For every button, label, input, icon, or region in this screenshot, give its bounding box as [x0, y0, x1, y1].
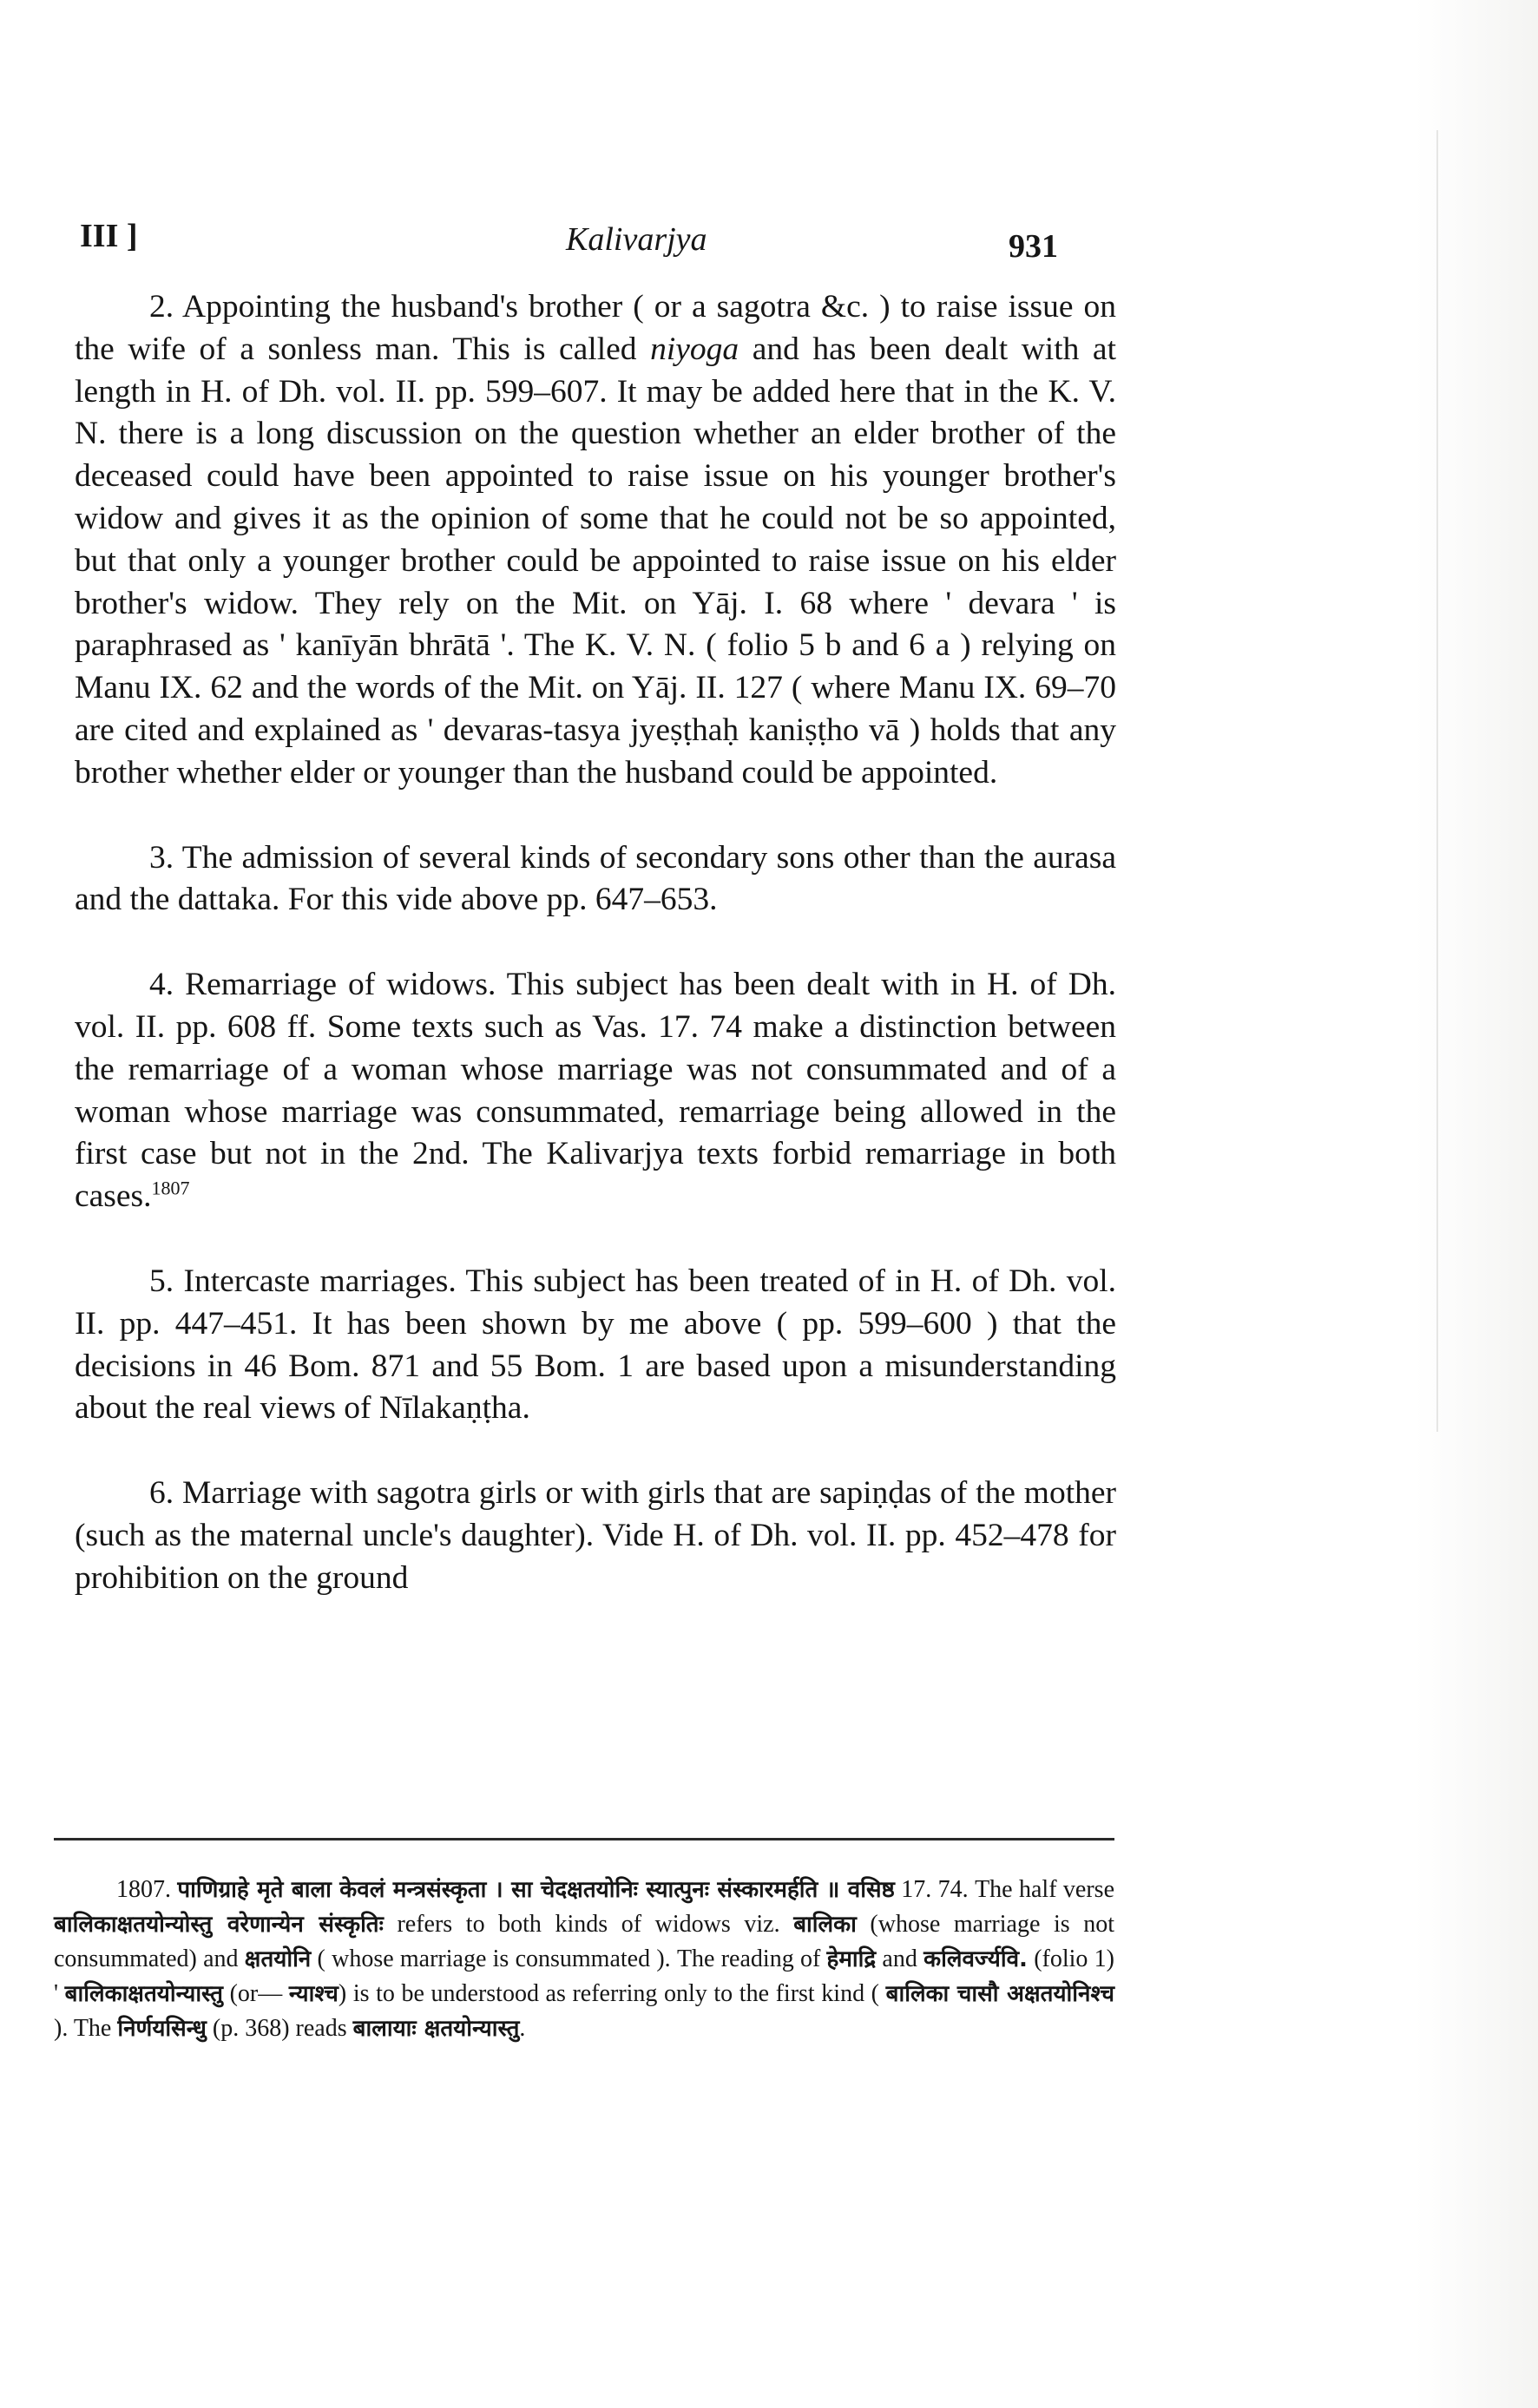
- devanagari-text: हेमाद्रि: [826, 1946, 877, 1972]
- paragraph-text: and has been dealt with at length in H. of Dh. vol. II. pp. 599–607. It may be added here that in the K. V. N. there is a long discussion on the question whether an elder brother of the deceased could have been appointed to raise issue on his younger brother's widow and gives it as the opinion of some that he could not be so appointed, but that only a younger brother could be appointed to raise issue on his elder brother's widow. They rely on the Mit. on Yāj. I. 68 where ' devara ' is paraphrased as ' kanīyān bhrātā '. The K. V. N. ( folio 5 b and 6 a ) relying on Manu IX. 62 and the words of the Mit. on Yāj. II. 127 ( where Manu IX. 69–70 are cited and explained as ' devaras-tasya jyeṣṭhaḥ kaniṣṭho vā ) holds that any brother whether elder or younger than the husband could be appointed.: [75, 331, 1117, 791]
- devanagari-text: बालायाः क्षतयोन्यास्तु: [352, 2016, 520, 2042]
- footnote-text: 17. 74. The half verse: [894, 1876, 1114, 1903]
- page-number: 931: [1009, 228, 1058, 265]
- footnote-reference[interactable]: 1807: [151, 1177, 190, 1199]
- footnote-text: refers to both kinds of widows viz.: [383, 1911, 794, 1938]
- running-header: [80, 217, 1121, 269]
- footnote-text: .: [519, 2015, 526, 2042]
- footnote-text: (folio 1) ': [54, 1945, 1114, 2007]
- devanagari-text: क्षतयोनि: [244, 1946, 312, 1972]
- footnote-text: (or—: [223, 1980, 289, 2007]
- footnote-text: ). The: [54, 2015, 118, 2042]
- devanagari-text: न्याश्च: [288, 1981, 338, 2007]
- footnote-text: (p. 368) reads: [206, 2015, 353, 2042]
- devanagari-text: बालिकाक्षतयोन्यास्तु: [64, 1981, 223, 2007]
- devanagari-text: बालिका चासौ अक्षतयोनिश्च: [885, 1981, 1114, 2007]
- devanagari-text: बालिकाक्षतयोन्योस्तु वरेणान्येन संस्कृतिः: [54, 1912, 384, 1938]
- paragraph-secondary-sons: 3. The admission of several kinds of secondary sons other than the aurasa and the dattaka. For this vide above pp. 647–653.: [75, 839, 1116, 918]
- footnote-text: (whose marriage is not consummated) and: [54, 1911, 1114, 1972]
- footnote-divider: [54, 1838, 1114, 1840]
- paragraph-niyoga: [75, 286, 1116, 795]
- running-title: Kalivarjya: [566, 221, 707, 258]
- paragraph-text: 4. Remarriage of widows. This subject has been dealt with in H. of Dh. vol. II. pp. 608 ff. Some texts such as Vas. 17. 74 make a distinction between the remarriage of a woman whose marriage was not consummated and of a woman whose marriage was consummated, remarriage being allowed in the first case but not in the 2nd. The Kalivarjya texts forbid remarriage in both cases.: [75, 967, 1116, 1215]
- devanagari-text: निर्णयसिन्धु: [117, 2016, 207, 2042]
- paragraph-text: 2. Appointing the husband's brother ( or a sagotra &c. ) to raise issue on the wife of a sonless man. This is called: [75, 289, 1116, 367]
- main-text: [75, 286, 1116, 1600]
- footnote-1807: [54, 1873, 1114, 2046]
- devanagari-text: पाणिग्राहे मृते बाला केवलं मन्त्रसंस्कृता । सा चेदक्षतयोनिः स्यात्पुनः संस्कारमर्हति ॥ वसिष्ठ: [177, 1877, 895, 1903]
- italic-term: niyoga: [650, 331, 739, 367]
- footnote-text: ) is to be understood as referring only to the first kind (: [338, 1980, 886, 2007]
- devanagari-text: बालिका: [793, 1912, 857, 1938]
- paragraph-sagotra-marriage: 6. Marriage with sagotra girls or with girls that are sapiṇḍas of the mother (such as the maternal uncle's daughter). Vide H. of Dh. vol. II. pp. 452–478 for prohibition on the ground: [75, 1475, 1116, 1596]
- footnote-number: 1807.: [116, 1876, 171, 1903]
- paragraph-intercaste-marriages: 5. Intercaste marriages. This subject has been treated of in H. of Dh. vol. II. pp. 447–451. It has been shown by me above ( pp. 599–600 ) that the decisions in 46 Bom. 871 and 55 Bom. 1 are based upon a misunderstanding about the real views of Nīlakaṇṭha.: [75, 1263, 1116, 1427]
- paragraph-widow-remarriage: [75, 964, 1116, 1218]
- part-marker: III ]: [80, 218, 138, 254]
- devanagari-text: कलिवर्ज्यवि.: [923, 1946, 1028, 1972]
- footnote-text: and: [876, 1945, 924, 1972]
- footnote-text: ( whose marriage is consummated ). The reading of: [311, 1945, 827, 1972]
- scan-edge-shadow: [1436, 130, 1438, 1432]
